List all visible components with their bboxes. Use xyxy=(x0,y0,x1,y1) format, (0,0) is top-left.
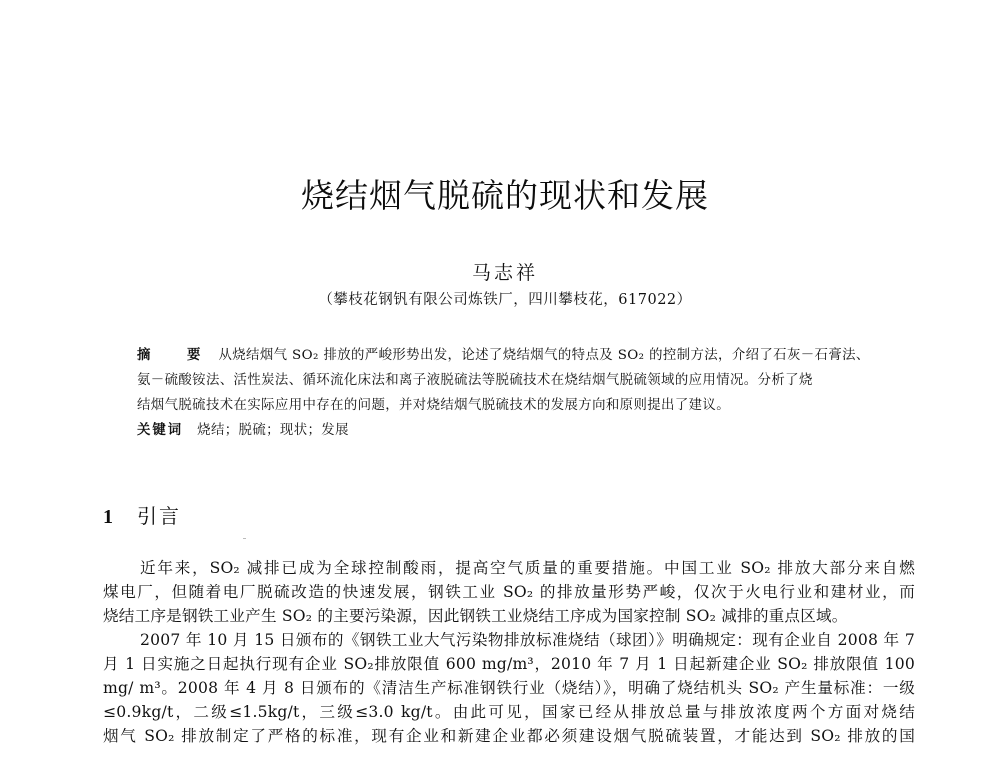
abstract-label: 摘 要 xyxy=(137,348,217,363)
author-name: 马志祥 xyxy=(471,262,538,284)
paragraph-line: 烧结工序是钢铁工业产生 SO₂ 的主要污染源，因此钢铁工业烧结工序成为国家控制 SO₂ 减排的重点区域。 xyxy=(103,607,848,625)
section-title: 引言 xyxy=(137,504,181,528)
keywords-line xyxy=(137,420,349,442)
keywords-label: 关键词 xyxy=(137,423,184,438)
abstract-text: 从烧结烟气 SO₂ 排放的严峻形势出发，论述了烧结烟气的特点及 SO₂ 的控制方法，介绍了石灰－石膏法、 xyxy=(218,348,870,363)
keywords-value: 烧结；脱硫；现状；发展 xyxy=(197,423,349,438)
scan-speck xyxy=(243,538,246,539)
abstract-line-1 xyxy=(137,345,870,367)
abstract-line-3: 结烟气脱硫技术在实际应用中存在的问题，并对烧结烟气脱硫技术的发展方向和原则提出了建议。 xyxy=(137,398,730,413)
paragraph-line: 烟气 SO₂ 排放制定了严格的标准，现有企业和新建企业都必须建设烟气脱硫装置，才能达到 SO₂ 排放的国 xyxy=(103,727,915,745)
paper-title: 烧结烟气脱硫的现状和发展 xyxy=(301,176,709,215)
paragraph-line: 煤电厂，但随着电厂脱硫改造的快速发展，钢铁工业 SO₂ 的排放量形势严峻，仅次于火电行业和建材业，而 xyxy=(103,583,915,601)
section-heading xyxy=(103,500,181,529)
paragraph-line: mg/ m³。2008 年 4 月 8 日颁布的《清洁生产标准钢铁行业（烧结）》，明确了烧结机头 SO₂ 产生量标准：一级 xyxy=(103,679,915,697)
paragraph-line: 近年来，SO₂ 减排已成为全球控制酸雨，提高空气质量的重要措施。中国工业 SO₂ 排放大部分来自燃 xyxy=(140,559,915,577)
paragraph-line: 月 1 日实施之日起执行现有企业 SO₂排放限值 600 mg/m³，2010 年 7 月 1 日起新建企业 SO₂ 排放限值 100 xyxy=(103,655,915,673)
abstract-line-2: 氨－硫酸铵法、活性炭法、循环流化床法和离子液脱硫法等脱硫技术在烧结烟气脱硫领域的应用情况。分析了烧 xyxy=(137,373,813,388)
paragraph-line: 2007 年 10 月 15 日颁布的《钢铁工业大气污染物排放标准烧结（球团）》明确规定：现有企业自 2008 年 7 xyxy=(140,631,915,649)
section-number: 1 xyxy=(103,506,113,528)
author-affiliation: （攀枝花钢钒有限公司炼铁厂，四川攀枝花，617022） xyxy=(318,292,692,308)
paragraph-line: ≤0.9kg/t，二级≤1.5kg/t，三级≤3.0 kg/t。由此可见，国家已经从排放总量与排放浓度两个方面对烧结 xyxy=(103,703,915,721)
